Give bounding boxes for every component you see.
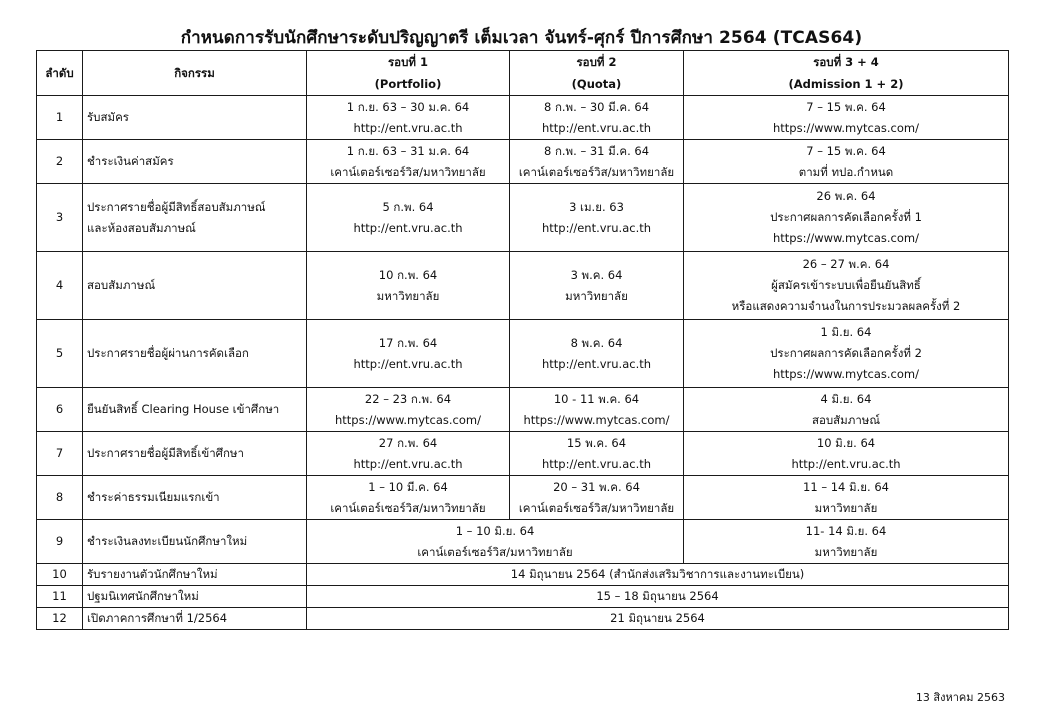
round34-cell xyxy=(684,184,1009,252)
schedule-text: 26 พ.ค. 64 xyxy=(816,189,876,203)
activity-cell xyxy=(83,320,307,388)
schedule-text: เคาน์เตอร์เซอร์วิส/มหาวิทยาลัย xyxy=(518,500,675,515)
round2-cell xyxy=(510,476,684,520)
header-round2-title: รอบที่ 2 xyxy=(576,55,617,69)
schedule-text: http://ent.vru.ac.th xyxy=(541,356,652,371)
schedule-text: https://www.mytcas.com/ xyxy=(772,120,919,135)
schedule-text: 27 ก.พ. 64 xyxy=(378,435,438,450)
activity-text: และห้องสอบสัมภาษณ์ xyxy=(87,220,196,235)
schedule-text: 8 ก.พ. – 30 มี.ค. 64 xyxy=(543,99,650,114)
activity-text: รับสมัคร xyxy=(87,110,129,124)
all-rounds-cell xyxy=(307,586,1009,608)
schedule-text: 22 – 23 ก.พ. 64 xyxy=(364,391,452,406)
round2-cell xyxy=(510,140,684,184)
schedule-table xyxy=(36,50,1009,630)
round12-cell xyxy=(307,520,684,564)
activity-cell xyxy=(83,564,307,586)
round2-cell xyxy=(510,388,684,432)
table-row xyxy=(37,520,1009,564)
header-round34-sub: (Admission 1 + 2) xyxy=(788,77,904,91)
activity-text: ยืนยันสิทธิ์ Clearing House เข้าศึกษา xyxy=(87,402,280,416)
activity-text: ชำระค่าธรรมเนียมแรกเข้า xyxy=(87,490,220,504)
header-row xyxy=(37,51,1009,96)
schedule-text: 1 มิ.ย. 64 xyxy=(820,325,872,339)
round34-cell xyxy=(684,320,1009,388)
round1-cell xyxy=(307,184,510,252)
round34-cell xyxy=(684,96,1009,140)
schedule-text: มหาวิทยาลัย xyxy=(814,500,878,515)
activity-cell xyxy=(83,432,307,476)
schedule-text: http://ent.vru.ac.th xyxy=(791,456,901,471)
schedule-text: https://www.mytcas.com/ xyxy=(772,231,919,245)
activity-text: ประกาศรายชื่อผู้มีสิทธิ์เข้าศึกษา xyxy=(87,446,244,460)
table-row xyxy=(37,184,1009,252)
round2-cell xyxy=(510,432,684,476)
round34-cell xyxy=(684,520,1009,564)
header-order: ลำดับ xyxy=(37,51,83,96)
schedule-text: 26 – 27 พ.ค. 64 xyxy=(802,257,890,271)
schedule-text: ประกาศผลการคัดเลือกครั้งที่ 2 xyxy=(770,346,922,360)
activity-cell xyxy=(83,252,307,320)
activity-text: ประกาศรายชื่อผู้ผ่านการคัดเลือก xyxy=(87,346,249,360)
schedule-text: 11- 14 มิ.ย. 64 xyxy=(805,523,887,538)
table-row xyxy=(37,476,1009,520)
schedule-text: 5 ก.พ. 64 xyxy=(382,199,434,214)
activity-cell xyxy=(83,476,307,520)
header-round2-sub: (Quota) xyxy=(571,77,622,91)
schedule-text: 15 – 18 มิถุนายน 2564 xyxy=(596,589,719,603)
row-number: 6 xyxy=(37,388,83,432)
schedule-text: http://ent.vru.ac.th xyxy=(353,220,463,235)
round2-cell xyxy=(510,252,684,320)
round34-cell xyxy=(684,252,1009,320)
activity-text: ปฐมนิเทศนักศึกษาใหม่ xyxy=(87,589,199,603)
schedule-text: มหาวิทยาลัย xyxy=(565,288,628,303)
all-rounds-cell xyxy=(307,608,1009,630)
row-number: 2 xyxy=(37,140,83,184)
table-row xyxy=(37,140,1009,184)
schedule-text: http://ent.vru.ac.th xyxy=(541,220,652,235)
schedule-text: 20 – 31 พ.ค. 64 xyxy=(553,479,640,494)
schedule-text: 3 เม.ย. 63 xyxy=(569,199,624,214)
schedule-text: 17 ก.พ. 64 xyxy=(378,335,438,350)
table-row xyxy=(37,564,1009,586)
schedule-text: https://www.mytcas.com/ xyxy=(772,367,919,381)
schedule-text: 1 – 10 มี.ค. 64 xyxy=(368,479,448,494)
header-round1 xyxy=(307,51,510,96)
table-row xyxy=(37,432,1009,476)
activity-cell xyxy=(83,140,307,184)
header-activity: กิจกรรม xyxy=(83,51,307,96)
round1-cell xyxy=(307,320,510,388)
page-title: กำหนดการรับนักศึกษาระดับปริญญาตรี เต็มเวลา จันทร์-ศุกร์ ปีการศึกษา 2564 (TCAS64) xyxy=(180,28,863,48)
activity-text: ชำระเงินค่าสมัคร xyxy=(87,154,174,168)
footer-date: 13 สิงหาคม 2563 xyxy=(915,691,1005,704)
round2-cell xyxy=(510,320,684,388)
row-number: 1 xyxy=(37,96,83,140)
header-round1-title: รอบที่ 1 xyxy=(388,55,428,69)
row-number: 8 xyxy=(37,476,83,520)
schedule-text: 8 ก.พ. – 31 มี.ค. 64 xyxy=(543,143,650,158)
schedule-text: http://ent.vru.ac.th xyxy=(541,456,652,471)
row-number: 12 xyxy=(37,608,83,630)
row-number: 7 xyxy=(37,432,83,476)
activity-text: รับรายงานตัวนักศึกษาใหม่ xyxy=(87,567,218,581)
round1-cell xyxy=(307,140,510,184)
schedule-text: http://ent.vru.ac.th xyxy=(353,356,463,371)
activity-cell xyxy=(83,608,307,630)
round1-cell xyxy=(307,432,510,476)
schedule-text: 1 ก.ย. 63 – 31 ม.ค. 64 xyxy=(346,143,470,158)
schedule-text: 1 ก.ย. 63 – 30 ม.ค. 64 xyxy=(346,99,470,114)
round34-cell xyxy=(684,432,1009,476)
schedule-text: http://ent.vru.ac.th xyxy=(541,120,652,135)
all-rounds-cell xyxy=(307,564,1009,586)
activity-cell xyxy=(83,96,307,140)
table-row xyxy=(37,96,1009,140)
round34-cell xyxy=(684,388,1009,432)
activity-cell xyxy=(83,586,307,608)
row-number: 9 xyxy=(37,520,83,564)
schedule-text: 15 พ.ค. 64 xyxy=(566,435,627,450)
schedule-text: https://www.mytcas.com/ xyxy=(334,412,481,427)
header-round2 xyxy=(510,51,684,96)
schedule-text: 11 – 14 มิ.ย. 64 xyxy=(803,479,889,494)
schedule-text: ประกาศผลการคัดเลือกครั้งที่ 1 xyxy=(770,210,922,224)
schedule-text: สอบสัมภาษณ์ xyxy=(811,412,881,427)
round34-cell xyxy=(684,140,1009,184)
schedule-text: 3 พ.ค. 64 xyxy=(570,267,623,282)
schedule-text: มหาวิทยาลัย xyxy=(376,288,440,303)
header-round34 xyxy=(684,51,1009,96)
header-round34-title: รอบที่ 3 + 4 xyxy=(813,55,879,69)
schedule-text: 21 มิถุนายน 2564 xyxy=(610,611,705,625)
schedule-text: 10 มิ.ย. 64 xyxy=(816,435,876,450)
table-row xyxy=(37,388,1009,432)
schedule-text: เคาน์เตอร์เซอร์วิส/มหาวิทยาลัย xyxy=(330,164,486,179)
round1-cell xyxy=(307,96,510,140)
activity-text: ประกาศรายชื่อผู้มีสิทธิ์สอบสัมภาษณ์ xyxy=(87,199,266,214)
row-number: 5 xyxy=(37,320,83,388)
row-number: 4 xyxy=(37,252,83,320)
row-number: 11 xyxy=(37,586,83,608)
round1-cell xyxy=(307,476,510,520)
schedule-text: ตามที่ ทปอ.กำหนด xyxy=(798,164,894,179)
schedule-text: 8 พ.ค. 64 xyxy=(570,335,623,350)
table-row xyxy=(37,252,1009,320)
schedule-text: 10 ก.พ. 64 xyxy=(378,267,438,282)
activity-text: สอบสัมภาษณ์ xyxy=(87,278,156,292)
schedule-text: ผู้สมัครเข้าระบบเพื่อยืนยันสิทธิ์ xyxy=(771,278,921,292)
schedule-text: 7 – 15 พ.ค. 64 xyxy=(806,99,886,114)
schedule-text: https://www.mytcas.com/ xyxy=(523,412,670,427)
row-number: 10 xyxy=(37,564,83,586)
schedule-text: เคาน์เตอร์เซอร์วิส/มหาวิทยาลัย xyxy=(330,500,486,515)
schedule-text: มหาวิทยาลัย xyxy=(814,544,878,559)
schedule-text: เคาน์เตอร์เซอร์วิส/มหาวิทยาลัย xyxy=(417,544,573,559)
round1-cell xyxy=(307,252,510,320)
activity-cell xyxy=(83,388,307,432)
table-row xyxy=(37,608,1009,630)
round2-cell xyxy=(510,96,684,140)
activity-cell xyxy=(83,520,307,564)
schedule-text: 10 - 11 พ.ค. 64 xyxy=(553,391,640,406)
activity-cell xyxy=(83,184,307,252)
round1-cell xyxy=(307,388,510,432)
schedule-text: 14 มิถุนายน 2564 (สำนักส่งเสริมวิชาการและงานทะเบียน) xyxy=(510,567,805,581)
table-row xyxy=(37,320,1009,388)
header-round1-sub: (Portfolio) xyxy=(374,77,442,91)
round34-cell xyxy=(684,476,1009,520)
schedule-text: http://ent.vru.ac.th xyxy=(353,120,463,135)
activity-text: เปิดภาคการศึกษาที่ 1/2564 xyxy=(87,611,228,625)
schedule-text: 1 – 10 มิ.ย. 64 xyxy=(455,523,535,538)
schedule-text: 4 มิ.ย. 64 xyxy=(820,391,872,406)
row-number: 3 xyxy=(37,184,83,252)
table-row xyxy=(37,586,1009,608)
round2-cell xyxy=(510,184,684,252)
schedule-text: 7 – 15 พ.ค. 64 xyxy=(806,143,886,158)
schedule-text: เคาน์เตอร์เซอร์วิส/มหาวิทยาลัย xyxy=(518,164,675,179)
activity-text: ชำระเงินลงทะเบียนนักศึกษาใหม่ xyxy=(87,534,248,548)
schedule-text: หรือแสดงความจำนงในการประมวลผลครั้งที่ 2 xyxy=(731,299,961,313)
schedule-text: http://ent.vru.ac.th xyxy=(353,456,463,471)
